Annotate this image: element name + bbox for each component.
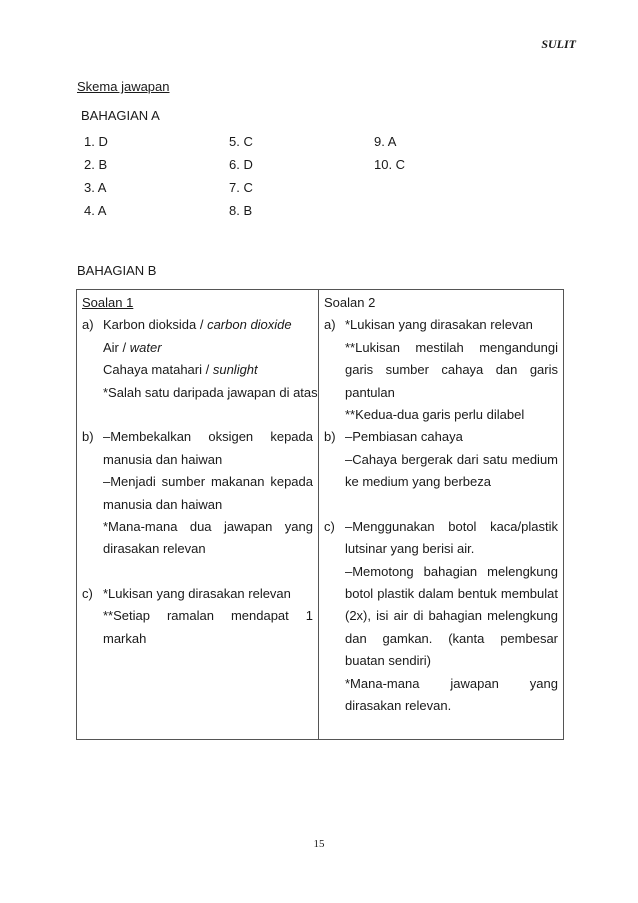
answer-line: manusia dan haiwan (103, 496, 223, 512)
answer-line: –Membekalkan oksigen kepada (103, 429, 313, 445)
answer-8: 8. B (229, 203, 253, 218)
answer-line: *Mana-mana jawapan yang (345, 675, 558, 691)
answer-text: Air / (103, 339, 130, 355)
soalan-1-a (82, 314, 318, 426)
soalan-1-heading: Soalan 1 (82, 295, 134, 310)
answer-line: **Kedua-dua garis perlu dilabel (345, 406, 525, 422)
answer-line: *Lukisan yang dirasakan relevan (345, 317, 533, 333)
answer-2: 2. B (84, 157, 108, 172)
soalan-2-heading: Soalan 2 (324, 295, 376, 310)
soalan-1-c (82, 583, 313, 650)
soalan-2-c (324, 516, 558, 718)
item-marker: b) (82, 429, 94, 445)
answer-line (103, 359, 313, 381)
soalan-2-cell (319, 290, 564, 740)
answer-line: –Menjadi sumber makanan kepada (103, 474, 313, 490)
answer-line: manusia dan haiwan (103, 451, 223, 467)
answer-line: ke medium yang berbeza (345, 474, 491, 490)
sulit-label: SULIT (541, 37, 576, 51)
answer-line (103, 337, 313, 359)
page-number: 15 (313, 838, 325, 850)
answer-line: –Pembiasan cahaya (345, 429, 463, 445)
answer-text-english: sunlight (212, 362, 258, 378)
answer-5: 5. C (229, 134, 253, 149)
answer-line (103, 314, 313, 336)
item-marker: a) (82, 317, 94, 333)
doc-title: Skema jawapan (77, 79, 170, 94)
answer-table (76, 289, 564, 740)
answer-3: 3. A (84, 180, 107, 195)
answer-line: –Cahaya bergerak dari satu medium (345, 451, 558, 467)
item-marker: a) (324, 317, 336, 333)
soalan-2-b (324, 426, 558, 516)
answer-1: 1. D (84, 134, 108, 149)
answer-line: lutsinar yang berisi air. (345, 541, 475, 557)
answer-7: 7. C (229, 180, 253, 195)
answer-line: *Salah satu daripada jawapan di atas (103, 384, 318, 400)
answer-4: 4. A (84, 203, 107, 218)
answer-text: Karbon dioksida / (103, 317, 208, 333)
bahagian-b-heading: BAHAGIAN B (77, 263, 157, 278)
answer-line: *Mana-mana dua jawapan yang (103, 518, 313, 534)
item-marker: b) (324, 429, 336, 445)
answer-line: dirasakan relevan. (345, 698, 452, 714)
answer-10: 10. C (374, 157, 406, 172)
answer-line: **Lukisan mestilah mengandungi (345, 339, 558, 355)
answer-line: (2x), isi air di bahagian melengkung (345, 608, 558, 624)
answer-line: garis sumber cahaya dan garis (345, 362, 558, 378)
answer-line: **Setiap ramalan mendapat 1 (103, 608, 313, 624)
bahagian-a-heading: BAHAGIAN A (81, 108, 160, 123)
soalan-1-b (82, 426, 313, 583)
answer-6: 6. D (229, 157, 253, 172)
answer-line: dirasakan relevan (103, 541, 206, 557)
answer-text: Cahaya matahari / (103, 362, 213, 378)
answer-line: *Lukisan yang dirasakan relevan (103, 586, 291, 602)
soalan-2-a (324, 314, 558, 426)
answer-line: pantulan (345, 384, 395, 400)
answer-text-english: carbon dioxide (207, 317, 292, 333)
answer-line: –Menggunakan botol kaca/plastik (345, 518, 558, 534)
item-marker: c) (324, 518, 335, 534)
answer-line: buatan sendiri) (345, 653, 431, 669)
answer-line: dan gamkan. (kanta pembesar (345, 630, 558, 646)
answer-line: markah (103, 630, 147, 646)
soalan-1-cell (77, 290, 319, 740)
answer-line: –Memotong bahagian melengkung (345, 563, 558, 579)
item-marker: c) (82, 586, 93, 602)
answer-line: botol plastik dalam bentuk membulat (345, 586, 558, 602)
answer-text-english: water (129, 339, 162, 355)
answer-9: 9. A (374, 134, 397, 149)
